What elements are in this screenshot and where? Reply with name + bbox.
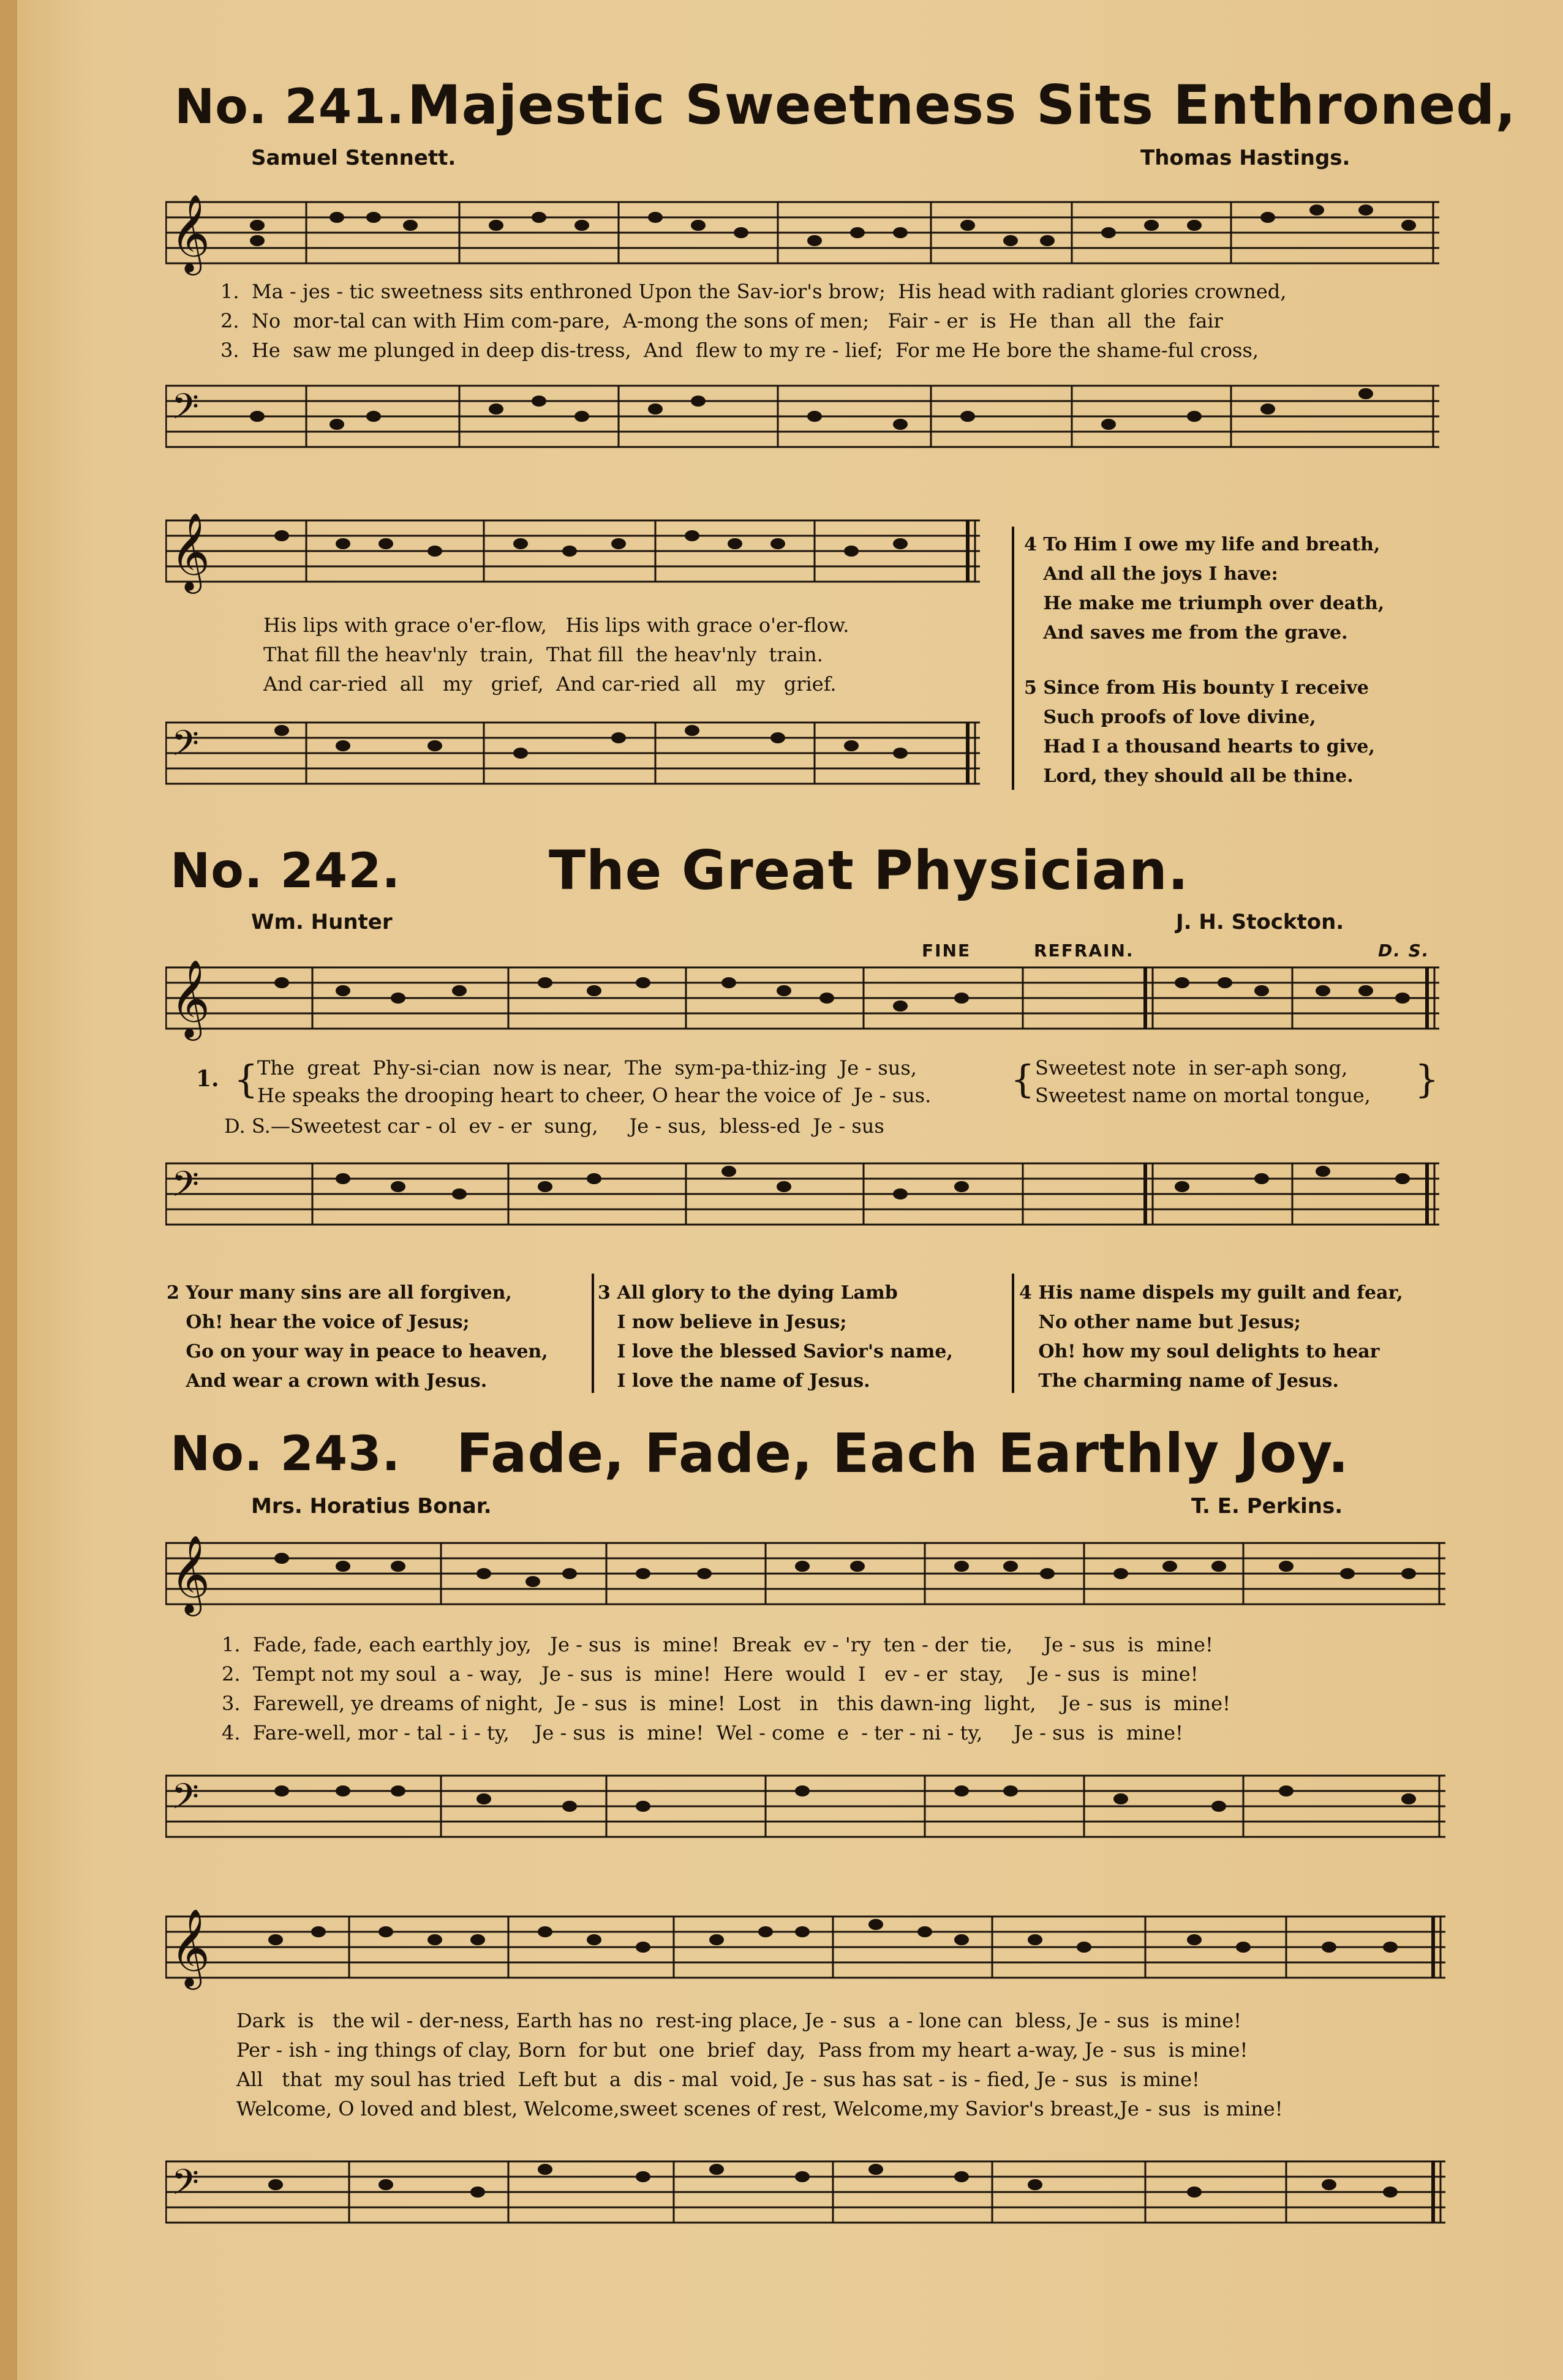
hymn-title: Majestic Sweetness Sits Enthroned, [407, 73, 1516, 137]
verse-line-3: 3. He saw me plunged in deep dis-tress, And flew to my re - lief; For me He bore the shame-ful cross, [220, 339, 1259, 362]
extra-verse-line: And all the joys I have: [1024, 563, 1278, 585]
svg-text:𝄞: 𝄞 [170, 512, 211, 590]
stanza-line: No other name but Jesus; [1019, 1312, 1301, 1333]
ds-mark: D. S. [1378, 940, 1430, 961]
verse-line-4: Welcome, O loved and blest, Welcome,sweet scenes of rest, Welcome,my Savior's breast,Je - sus is mine! [236, 2097, 1283, 2120]
bass-staff [165, 2149, 1445, 2241]
refrain-line-2: Sweetest name on mortal tongue, [1035, 1084, 1371, 1107]
stanza-line: And wear a crown with Jesus. [167, 1370, 488, 1392]
refrain-line-1: Sweetest note in ser-aph song, [1035, 1056, 1348, 1079]
brace-right: } [1415, 1057, 1439, 1102]
bass-staff [165, 1151, 1439, 1243]
hymn-title: Fade, Fade, Each Earthly Joy. [456, 1422, 1349, 1485]
treble-staff [165, 508, 980, 600]
svg-text:𝄞: 𝄞 [170, 1908, 211, 1986]
verse-line-1: 1. Ma - jes - tic sweetness sits enthroned Upon the Sav-ior's brow; His head with radiant glories crowned, [220, 280, 1287, 303]
verse-number: 1. [196, 1066, 219, 1092]
svg-text:𝄞: 𝄞 [170, 1534, 211, 1613]
treble-staff [165, 1531, 1445, 1623]
music-credit: Thomas Hastings. [1140, 146, 1350, 170]
hymn-title: The Great Physician. [549, 839, 1189, 902]
verse-line-2: 2. No mor-tal can with Him com-pare, A-mong the sons of men; Fair - er is He than all the fair [220, 309, 1223, 332]
verse-line-1: Dark is the wil - der-ness, Earth has no rest-ing place, Je - sus a - lone can bless, Je - sus is mine! [236, 2009, 1241, 2032]
svg-text:𝄢: 𝄢 [171, 1776, 200, 1826]
verse-line-1: 1. Fade, fade, each earthly joy, Je - sus is mine! Break ev - 'ry ten - der tie, Je - sus is mine! [222, 1633, 1213, 1656]
stanza-line: I love the blessed Savior's name, [598, 1341, 953, 1362]
stanza-line: 2 Your many sins are all forgiven, [167, 1282, 512, 1304]
svg-text:𝄞: 𝄞 [170, 959, 211, 1037]
words-credit: Wm. Hunter [251, 910, 393, 934]
column-divider [1012, 1274, 1014, 1393]
verse-line-2: He speaks the drooping heart to cheer, O hear the voice of Je - sus. [257, 1084, 932, 1107]
stanza-line: 4 His name dispels my guilt and fear, [1019, 1282, 1403, 1304]
svg-text:𝄞: 𝄞 [170, 193, 211, 272]
stanza-line: I love the name of Jesus. [598, 1370, 870, 1392]
svg-text:𝄢: 𝄢 [171, 386, 200, 436]
hymn-number: No. 243. [170, 1427, 401, 1482]
stanza-line: The charming name of Jesus. [1019, 1370, 1339, 1392]
brace-left: { [1011, 1057, 1035, 1102]
verse-line-2: 2. Tempt not my soul a - way, Je - sus is mine! Here would I ev - er stay, Je - sus is mine! [222, 1662, 1199, 1686]
verse-line-2: That fill the heav'nly train, That fill the heav'nly train. [263, 643, 823, 666]
verse-line-1: The great Phy-si-cian now is near, The sym-pa-thiz-ing Je - sus, [257, 1056, 917, 1079]
refrain-mark: REFRAIN. [1034, 940, 1134, 961]
column-divider [1012, 527, 1014, 790]
extra-verse-line: Lord, they should all be thine. [1024, 765, 1354, 787]
treble-staff [165, 955, 1439, 1047]
verse-line-2: Per - ish - ing things of clay, Born for but one brief day, Pass from my heart a-way, Je - sus is mine! [236, 2038, 1248, 2062]
extra-verse-line: 5 Since from His bounty I receive [1024, 677, 1369, 699]
verse-line-3: 3. Farewell, ye dreams of night, Je - sus is mine! Lost in this dawn-ing light, Je - sus is mine! [222, 1692, 1230, 1715]
extra-verse-line: 4 To Him I owe my life and breath, [1024, 534, 1380, 555]
verse-line-3: And car-ried all my grief, And car-ried all my grief. [263, 672, 837, 696]
words-credit: Mrs. Horatius Bonar. [251, 1494, 492, 1518]
extra-verse-line: And saves me from the grave. [1024, 622, 1348, 644]
brace-left: { [234, 1057, 258, 1102]
stanza-line: Oh! how my soul delights to hear [1019, 1341, 1380, 1362]
music-credit: T. E. Perkins. [1191, 1494, 1343, 1518]
extra-verse-line: He make me triumph over death, [1024, 593, 1385, 614]
verse-line-4: 4. Fare-well, mor - tal - i - ty, Je - sus is mine! Wel - come e - ter - ni - ty, Je - sus is mine! [222, 1721, 1183, 1744]
stanza-line: 3 All glory to the dying Lamb [598, 1282, 898, 1304]
fine-mark: FINE [922, 940, 971, 961]
bass-staff [165, 1763, 1445, 1855]
svg-text:𝄢: 𝄢 [171, 723, 200, 773]
treble-staff [165, 190, 1439, 282]
verse-line-1: His lips with grace o'er-flow, His lips with grace o'er-flow. [263, 614, 849, 637]
words-credit: Samuel Stennett. [251, 146, 456, 170]
svg-text:𝄢: 𝄢 [171, 1163, 200, 1214]
stanza-line: Go on your way in peace to heaven, [167, 1341, 548, 1362]
svg-text:𝄢: 𝄢 [171, 2161, 200, 2212]
hymn-number: No. 241. [175, 80, 405, 135]
hymn-number: No. 242. [170, 844, 401, 899]
page-edge [0, 0, 17, 2380]
bass-staff [165, 374, 1439, 465]
ds-line: D. S.—Sweetest car - ol ev - er sung, Je - sus, bless-ed Je - sus [224, 1114, 884, 1138]
extra-verse-line: Had I a thousand hearts to give, [1024, 736, 1375, 757]
bass-staff [165, 710, 980, 802]
music-credit: J. H. Stockton. [1176, 910, 1344, 934]
column-divider [592, 1274, 594, 1393]
stanza-line: Oh! hear the voice of Jesus; [167, 1312, 470, 1333]
treble-staff [165, 1904, 1445, 1996]
stanza-line: I now believe in Jesus; [598, 1312, 847, 1333]
verse-line-3: All that my soul has tried Left but a dis - mal void, Je - sus has sat - is - fied, Je - sus is mine! [236, 2068, 1200, 2091]
extra-verse-line: Such proofs of love divine, [1024, 707, 1316, 728]
